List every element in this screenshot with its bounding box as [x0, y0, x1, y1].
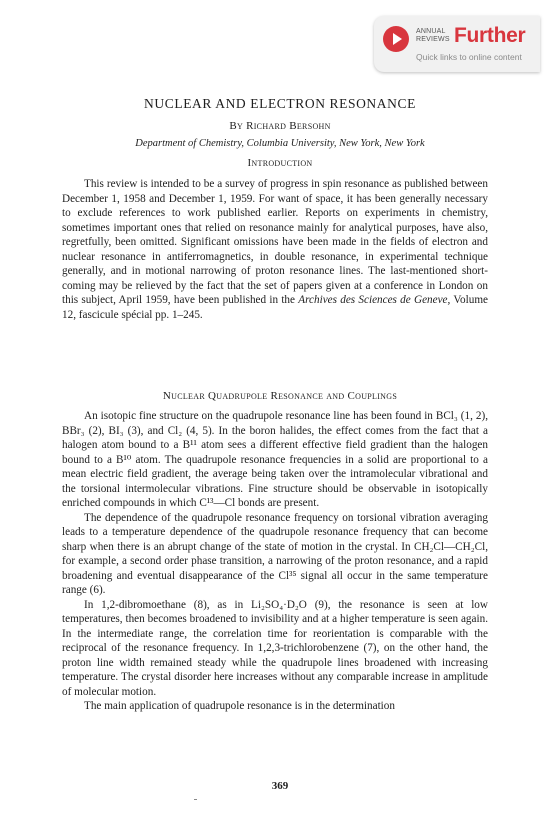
section-heading-introduction: Introduction: [247, 157, 313, 169]
print-mark: [194, 799, 197, 800]
nqr-body: [62, 409, 488, 714]
paragraph: This review is intended to be a survey of progress in spin resonance as published between December 1, 1958 and December 1, 1959. For want of space, it has been generally necessary to exclude references to work published earlier. Reports on experiments in chemistry, sometimes important ones that relied on resonance mainly for analytical purposes, have also, regretfully, been omitted. Significant omissions have been made in the fields of electron and nuclear resonance in antiferromagnetics, in double resonance, in experimental technique generally, and in motional narrowing of proton resonance lines. The last-mentioned short-coming may be relieved by the fact that the set of papers given at a conference in London on this subject, April 1959, have been published in the Archives des Sciences de Geneve, Volume 12, fascicule spécial pp. 1–245.: [62, 178, 488, 321]
paragraph: An isotopic fine structure on the quadrupole resonance line has been found in BCl₃ (1, 2), BBr₃ (2), BI₃ (3), and Cl₂ (4, 5). In the boron halides, the effect comes from the fact that a halogen atom bound to a B¹¹ atom sees a different effective field gradient than the halogen bound to a B¹⁰ atom. The quadrupole resonance frequencies in a solid are proportional to a mean electric field gradient, the average being taken over the intramolecular vibrational and the torsional intermolecular vibrations. Fine structure should be observable in isotopically enriched compounds in which C¹³—Cl bonds are present.: [62, 410, 488, 509]
author-byline: By Richard Bersohn: [229, 120, 331, 132]
introduction-body: [62, 177, 488, 322]
further-label: Further: [454, 24, 526, 47]
paragraph: The main application of quadrupole resonance is in the determination: [84, 700, 395, 712]
annual-reviews-logo-text: ANNUAL REVIEWS: [416, 28, 450, 43]
paragraph: In 1,2-dibromoethane (8), as in Li₂SO₄·D₂O (9), the resonance is seen at low temperatures, then becomes broadened to invisibility and at a higher temperature is seen again. In the intermediate range, the correlation time for reorientation is comparable with the reciprocal of the resonance frequency. In 1,2,3-trichlorobenzene (7), on the other hand, the proton line width remained steady while the quadrupole lines broadened with increasing temperature. The crystal disorder here increases without any comparable increase in amplitude of molecular motion.: [62, 598, 488, 698]
journal-name: Archives des Sciences de Geneve,: [298, 294, 451, 306]
section-heading-nqr: Nuclear Quadrupole Resonance and Couplings: [162, 390, 398, 402]
article-title: NUCLEAR AND ELECTRON RESONANCE: [144, 96, 416, 111]
paragraph: The dependence of the quadrupole resonance frequency on torsional vibration averaging leads to a temperature dependence of the quadrupole resonance frequency that can become sharp when there is an abrupt change of the state of motion in the crystal. In CH₂Cl—CH₂Cl, for example, a second order phase transition, a narrowing of the proton resonance, and a rapid broadening and eventual disappearance of the Cl³⁵ signal all occur in the same temperature range (6).: [62, 511, 488, 596]
annual-reviews-further-badge[interactable]: [374, 16, 540, 72]
page-number: 369: [271, 780, 289, 792]
further-subtitle: Quick links to online content: [416, 52, 522, 62]
author-affiliation: Department of Chemistry, Columbia University, New York, New York: [135, 138, 425, 149]
play-icon: [383, 26, 409, 52]
